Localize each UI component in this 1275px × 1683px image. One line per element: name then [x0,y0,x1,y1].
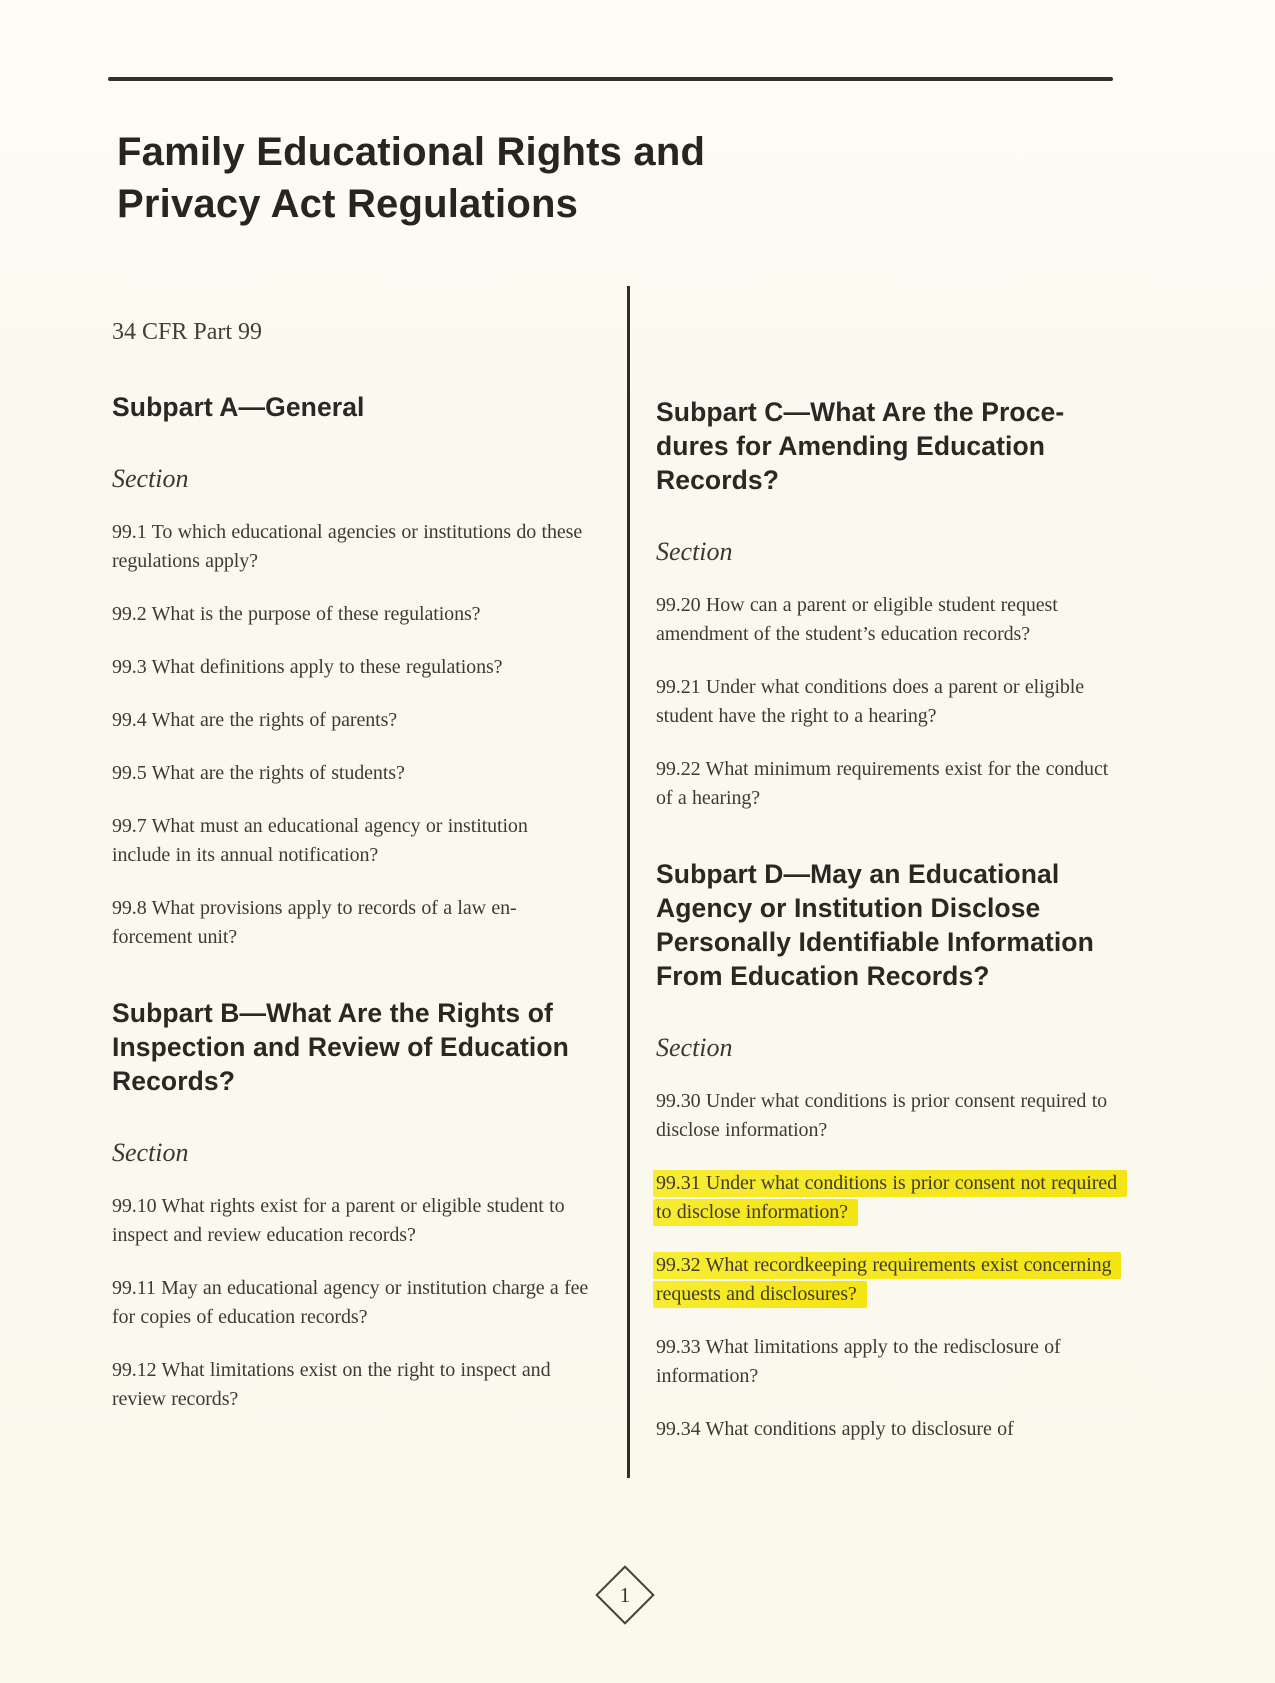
toc-item-text: 99.7 What must an educational agency or institution include in its annual notification? [112,815,528,866]
toc-item-text: 99.33 What limitations apply to the redisclosure of information? [656,1336,1061,1387]
subpart-d-heading: Subpart D—May an Educational Agency or Institution Disclose Personally Identifiable Information From Education Records? [656,859,1094,991]
toc-item-99-8 [112,894,590,952]
toc-item-99-12 [112,1356,590,1414]
toc-item-text: 99.1 To which educational agencies or institutions do these regulations apply? [112,521,583,572]
subpart-c-heading: Subpart C—What Are the Procedures for Amending Education Records? [656,397,1065,495]
toc-item-text: 99.20 How can a parent or eligible student request amendment of the student’s education records? [656,594,1058,645]
section-label: Section [656,1033,733,1062]
toc-item-99-33 [656,1333,1126,1391]
toc-item-text: 99.11 May an educational agency or institution charge a fee for copies of education records? [112,1277,589,1328]
toc-item-99-30 [656,1087,1126,1145]
subpart-a-heading: Subpart A—General [112,392,365,422]
toc-item-text: 99.5 What are the rights of students? [112,762,405,784]
toc-item-text: 99.4 What are the rights of parents? [112,709,398,731]
toc-item-99-3 [112,653,590,682]
toc-item-99-32 [656,1251,1126,1309]
toc-item-99-21 [656,673,1126,731]
toc-item-99-4 [112,706,590,735]
toc-item-text: 99.21 Under what conditions does a parent or eligible student have the right to a hearing? [656,676,1085,727]
section-label: Section [112,1138,189,1167]
toc-item-text: 99.8 What provisions apply to records of a law enforcement unit? [112,897,517,948]
section-label: Section [656,537,733,566]
toc-item-text: 99.12 What limitations exist on the right to inspect and review records? [112,1359,551,1410]
top-rule [108,77,1113,81]
toc-item-99-11 [112,1274,590,1332]
toc-item-text: 99.22 What minimum requirements exist for the conduct of a hearing? [656,758,1109,809]
toc-item-text-highlighted: 99.31 Under what conditions is prior consent not required to disclose information? [653,1170,1127,1226]
toc-item-text: 99.10 What rights exist for a parent or eligible student to inspect and review education records? [112,1195,565,1246]
part-label: 34 CFR Part 99 [112,319,263,345]
toc-item-text: 99.30 Under what conditions is prior consent required to disclose information? [656,1090,1108,1141]
page-number-diamond [595,1565,654,1624]
toc-item-text-highlighted: 99.32 What recordkeeping requirements exist concerning requests and disclosures? [653,1252,1121,1308]
toc-item-99-2 [112,600,590,629]
toc-item-99-10 [112,1192,590,1250]
toc-item-99-5 [112,759,590,788]
section-label: Section [112,464,189,493]
toc-item-99-7 [112,812,590,870]
toc-item-text: 99.34 What conditions apply to disclosure of [656,1418,1014,1440]
toc-item-99-34 [656,1415,1126,1444]
column-divider-rule [627,286,630,1478]
toc-item-99-22 [656,755,1126,813]
page-number: 1 [619,1582,631,1607]
toc-item-99-1 [112,518,590,576]
page-title: Family Educational Rights and Privacy Act Regulations [117,130,706,226]
toc-item-text: 99.3 What definitions apply to these regulations? [112,656,503,678]
left-column [112,318,590,1414]
right-column [656,395,1126,1444]
toc-item-text: 99.2 What is the purpose of these regulations? [112,603,481,625]
toc-item-99-20 [656,591,1126,649]
toc-item-99-31 [656,1169,1126,1227]
subpart-b-heading: Subpart B—What Are the Rights of Inspection and Review of Education Records? [112,998,569,1096]
